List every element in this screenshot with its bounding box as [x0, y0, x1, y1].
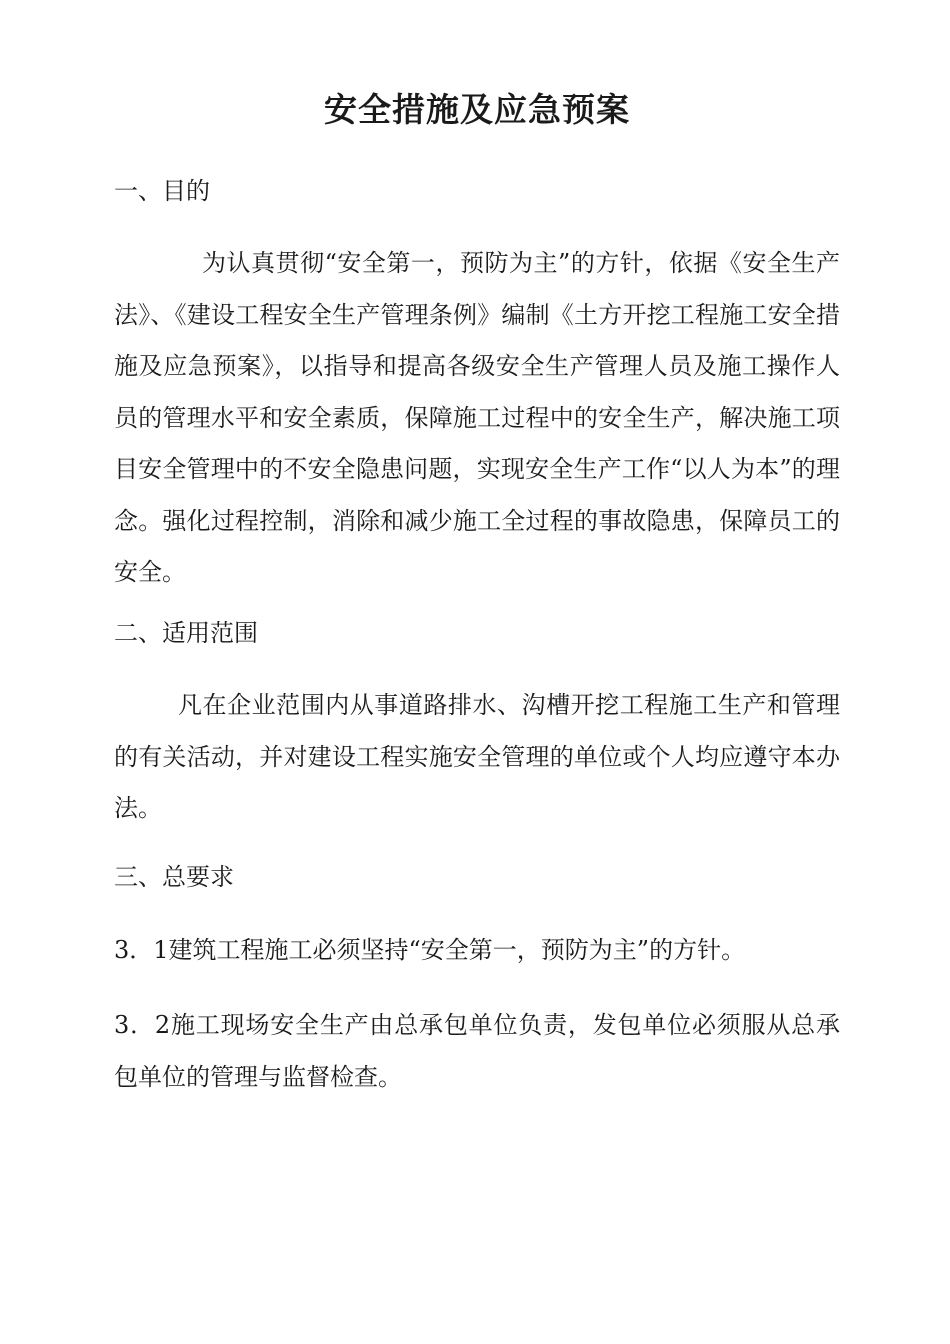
section-heading-scope: 二、适用范围 [114, 619, 258, 647]
paragraph-requirement-3-2: 3．2施工现场安全生产由总承包单位负责，发包单位必须服从总承包单位的管理与监督检查。 [114, 1011, 840, 1091]
section-heading-requirements: 三、总要求 [114, 863, 234, 891]
paragraph-requirement-3-1: 3．1建筑工程施工必须坚持“安全第一，预防为主”的方针。 [114, 936, 746, 964]
paragraph-scope: 凡在企业范围内从事道路排水、沟槽开挖工程施工生产和管理的有关活动，并对建设工程实施安全管理的单位或个人均应遵守本办法。 [114, 691, 840, 822]
document-title: 安全措施及应急预案 [324, 90, 630, 129]
section-heading-purpose: 一、目的 [114, 177, 210, 205]
paragraph-purpose: 为认真贯彻“安全第一，预防为主”的方针，依据《安全生产法》、《建设工程安全生产管理条例》编制《土方开挖工程施工安全措施及应急预案》，以指导和提高各级安全生产管理人员及施工操作人员的管理水平和安全素质，保障施工过程中的安全生产，解决施工项目安全管理中的不安全隐患问题，实现安全生产工作“以人为本”的理念。强化过程控制，消除和减少施工全过程的事故隐患，保障员工的安全。 [114, 249, 840, 586]
